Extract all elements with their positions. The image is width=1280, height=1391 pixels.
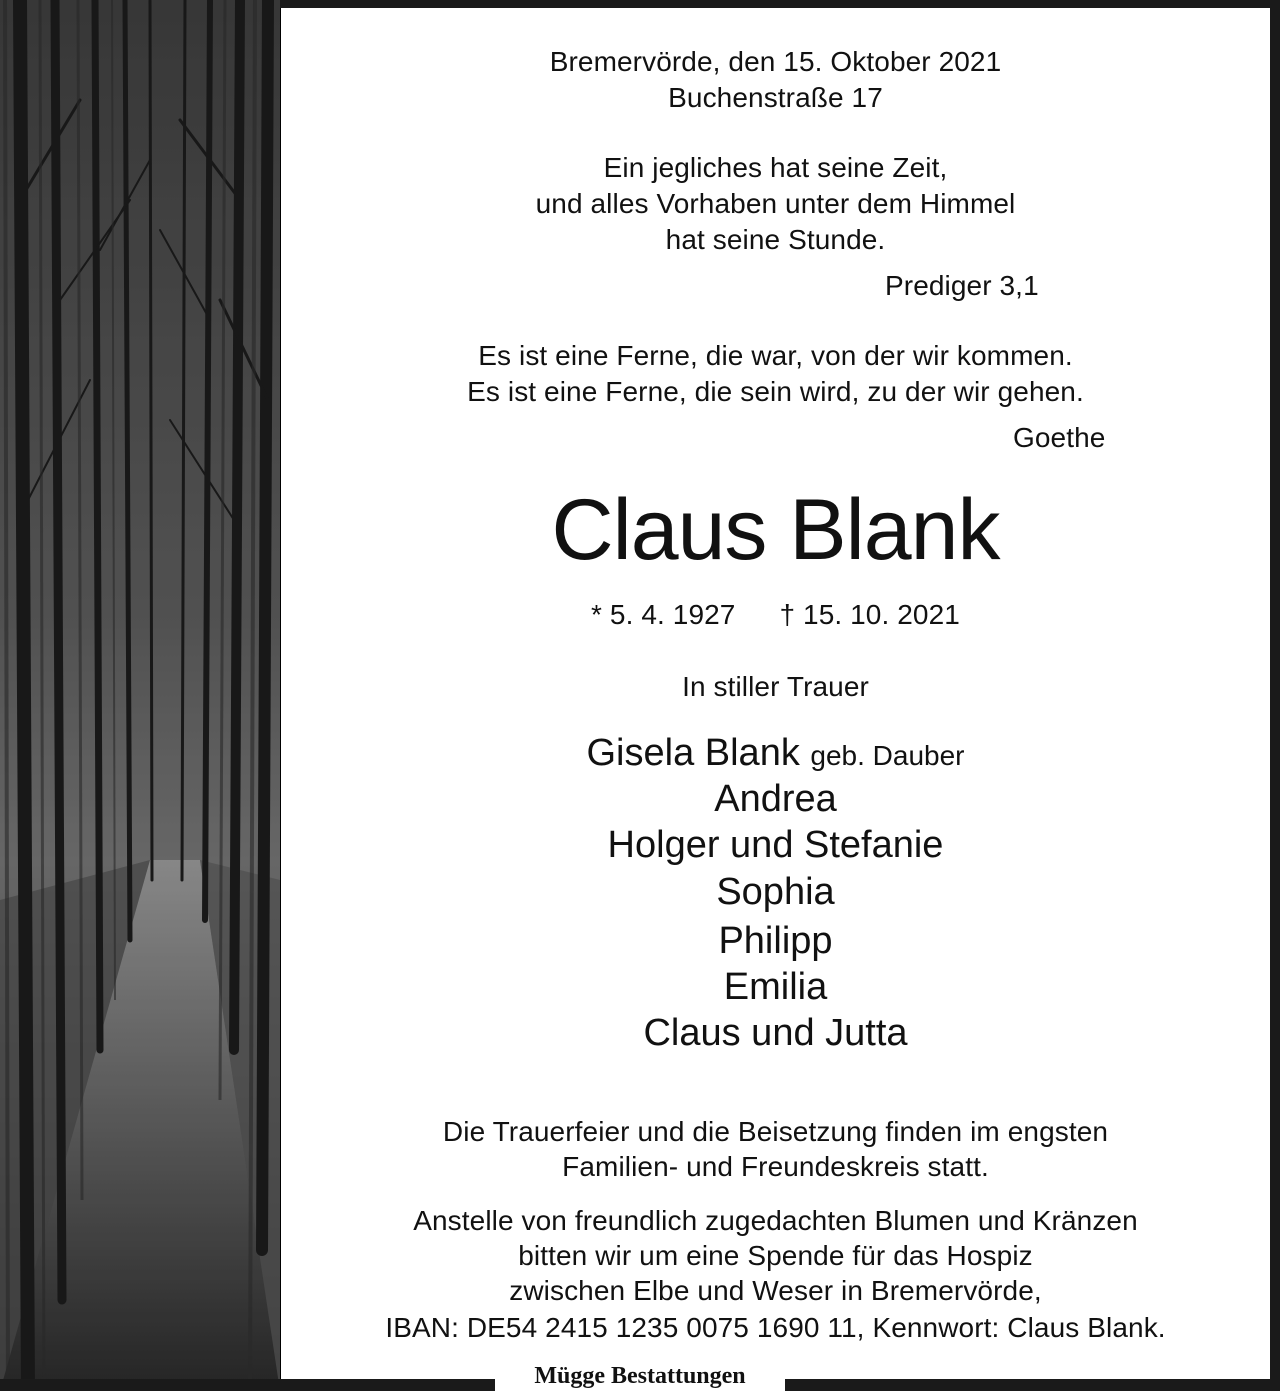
forest-path-photo [0,0,280,1391]
quote1-line: Ein jegliches hat seine Zeit, [603,152,948,183]
deceased-name: Claus Blank [551,482,1000,578]
forest-path-illustration [0,0,280,1391]
death-date: † 15. 10. 2021 [779,599,960,630]
mourner: Claus und Jutta [643,1012,908,1054]
mourner: Sophia [716,871,835,913]
quote1-line: und alles Vorhaben unter dem Himmel [535,188,1016,219]
donation-note: Anstelle von freundlich zugedachten Blumen und Kränzen [413,1205,1138,1236]
mourner-maiden-name: geb. Dauber [810,740,965,771]
quote2-line: Es ist eine Ferne, die war, von der wir kommen. [478,340,1073,371]
mourner-primary [281,730,1270,779]
mourner: Holger und Stefanie [607,824,944,866]
obituary-panel [280,8,1270,1391]
place-date: Bremervörde, den 15. Oktober 2021 [549,46,1002,77]
mourner: Andrea [714,778,837,820]
mourning-intro: In stiller Trauer [682,671,869,702]
donation-note: bitten wir um eine Spende für das Hospiz [518,1240,1033,1271]
quote1-line: hat seine Stunde. [665,224,886,255]
mourner: Emilia [723,966,828,1008]
undertaker-label: Mügge Bestattungen [495,1361,785,1391]
quote1-source: Prediger 3,1 [885,270,1039,301]
birth-date: * 5. 4. 1927 [591,599,736,630]
mourner: Philipp [718,920,833,962]
donation-note: IBAN: DE54 2415 1235 0075 1690 11, Kennwort: Claus Blank. [385,1312,1166,1343]
mourner-name: Gisela Blank [586,732,800,774]
street-address: Buchenstraße 17 [668,82,883,113]
ceremony-note: Familien- und Freundeskreis statt. [562,1151,989,1182]
quote2-source: Goethe [1013,422,1106,453]
quote2-line: Es ist eine Ferne, die sein wird, zu der wir gehen. [467,376,1084,407]
life-dates [281,597,1270,633]
ceremony-note: Die Trauerfeier und die Beisetzung finden im engsten [442,1116,1109,1147]
donation-note: zwischen Elbe und Weser in Bremervörde, [509,1275,1042,1306]
